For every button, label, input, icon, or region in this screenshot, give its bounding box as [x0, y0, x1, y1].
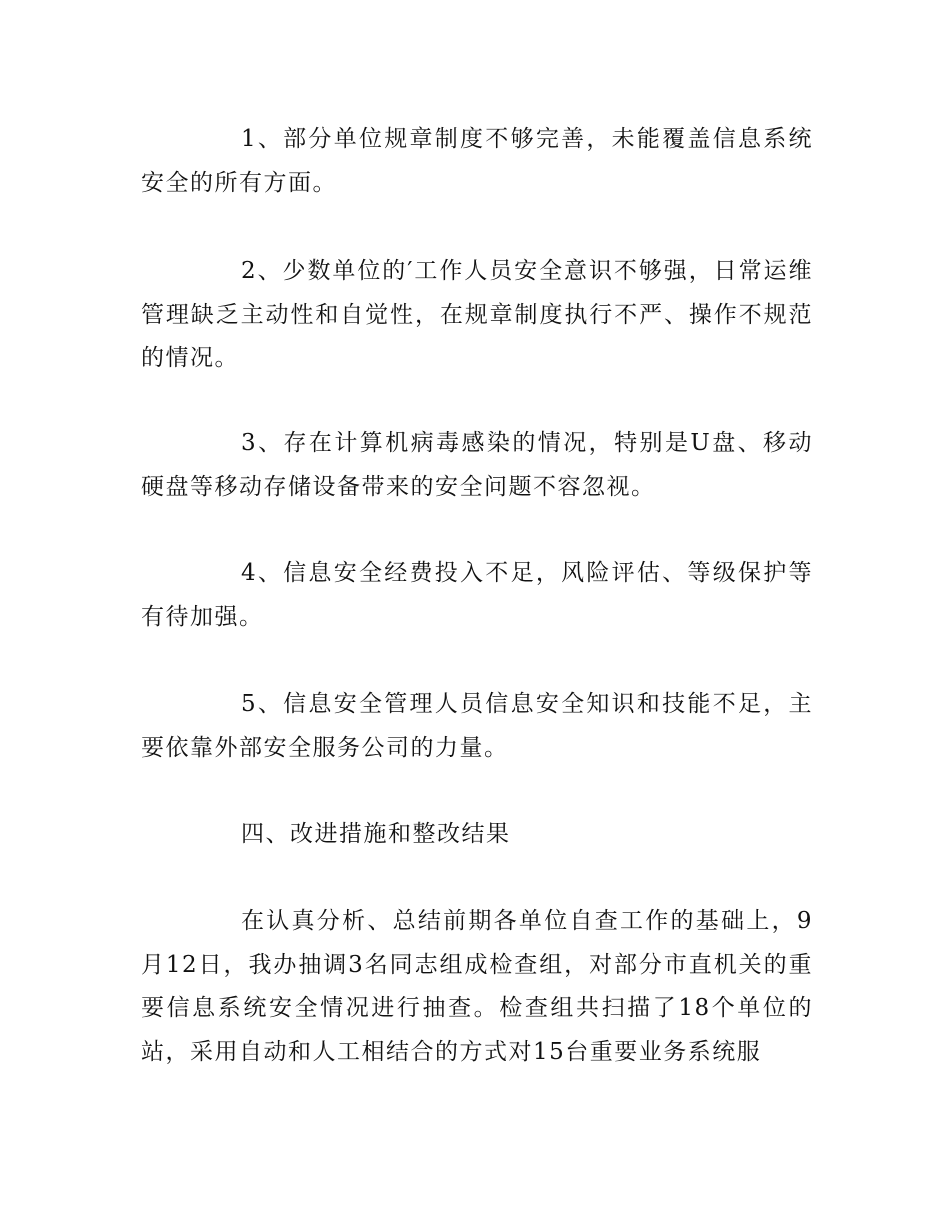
- paragraph-item-3: 3、存在计算机病毒感染的情况，特别是U盘、移动硬盘等移动存储设备带来的安全问题不容忽视。: [141, 430, 813, 500]
- section-heading: 四、改进措施和整改结果: [241, 821, 511, 847]
- paragraph-item-1: 1、部分单位规章制度不够完善，未能覆盖信息系统安全的所有方面。: [141, 126, 813, 196]
- paragraph-item-2: 2、少数单位的′工作人员安全意识不够强，日常运维管理缺乏主动性和自觉性，在规章制度执行不严、操作不规范的情况。: [141, 258, 813, 371]
- body-paragraph: 在认真分析、总结前期各单位自查工作的基础上，9月12日，我办抽调3名同志组成检查组，对部分市直机关的重要信息系统安全情况进行抽查。检查组共扫描了18个单位的站，采用自动和人工相结合的方式对15台重要业务系统服: [141, 908, 813, 1065]
- paragraph-item-4: 4、信息安全经费投入不足，风险评估、等级保护等有待加强。: [141, 560, 813, 630]
- paragraph-item-5: 5、信息安全管理人员信息安全知识和技能不足，主要依靠外部安全服务公司的力量。: [141, 691, 813, 761]
